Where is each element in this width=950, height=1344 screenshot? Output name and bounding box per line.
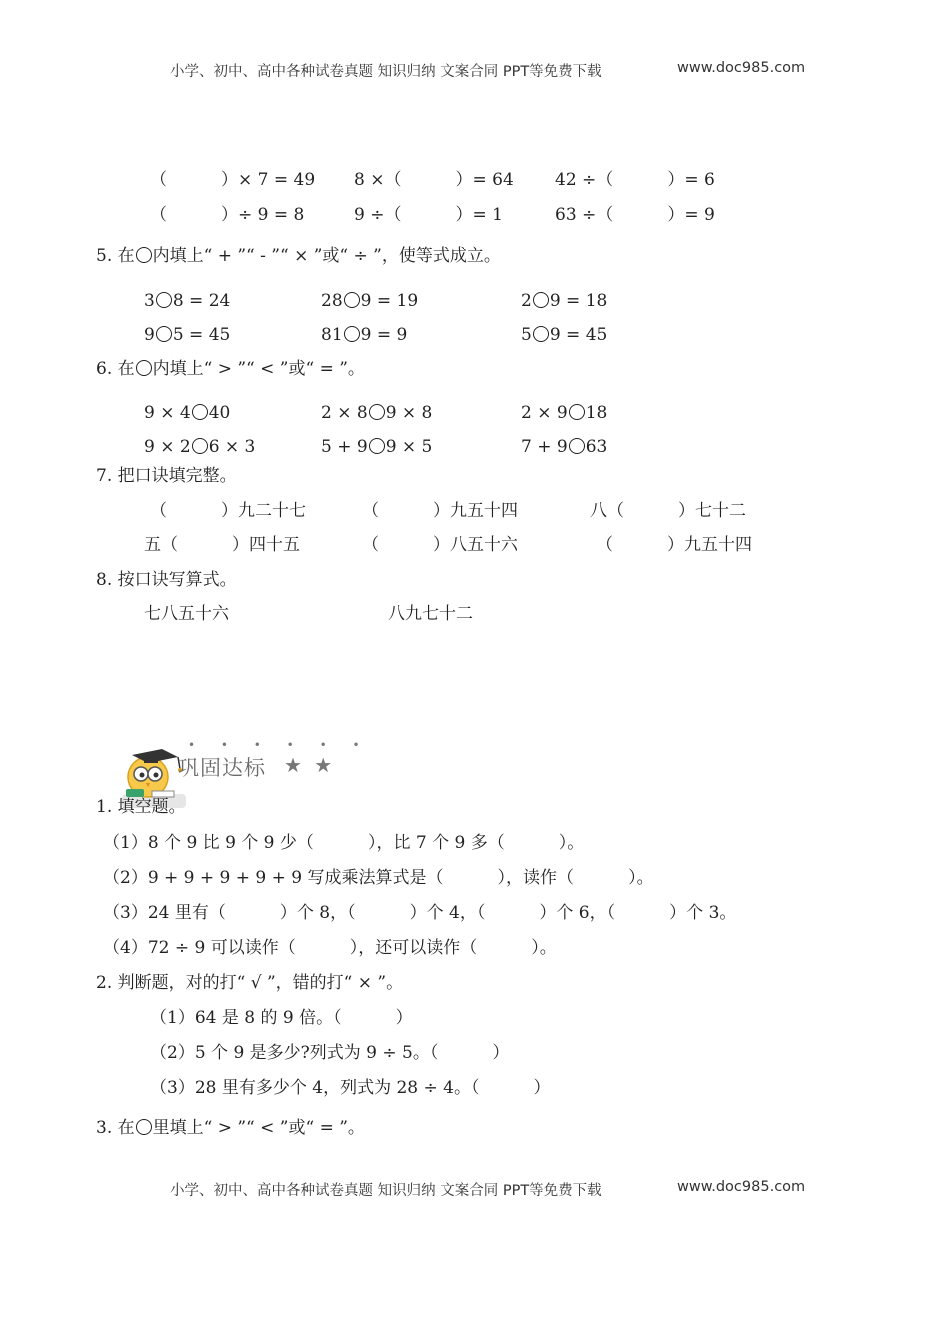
q6-item: 7 + 9 63 <box>521 437 608 457</box>
q6-item: 9 × 4 40 <box>144 403 231 423</box>
q6-item: 2 × 8 9 × 8 <box>321 403 433 423</box>
circle-icon <box>136 360 152 376</box>
header-url: www.doc985.com <box>677 60 806 76</box>
q5-item: 28 9 = 19 <box>321 291 419 311</box>
q7-item: 五（ ）四十五 <box>144 535 301 555</box>
footer-text: 小学、初中、高中各种试卷真题 知识归纳 文案合同 PPT等免费下载 <box>170 1183 602 1199</box>
q6-title: 6. 在 内填上“ > ”“ < ”或“ = ”。 <box>96 359 365 379</box>
eq-r1c3: 42 ÷（ ）= 6 <box>555 170 715 190</box>
q5-item: 2 9 = 18 <box>521 291 608 311</box>
q5-title: 5. 在 内填上“ + ”“ - ”“ × ”或“ ÷ ”，使等式成立。 <box>96 246 501 266</box>
circle-blank[interactable] <box>192 438 208 454</box>
q8-item: 八九七十二 <box>388 604 473 624</box>
q6-item: 5 + 9 9 × 5 <box>321 437 433 457</box>
s2-line: （2）5 个 9 是多少?列式为 9 ÷ 5。（ ） <box>150 1043 510 1063</box>
circle-blank[interactable] <box>533 326 549 342</box>
circle-blank[interactable] <box>369 438 385 454</box>
s2-line: （3）28 里有多少个 4，列式为 28 ÷ 4。（ ） <box>150 1078 551 1098</box>
s2-line: （1）64 是 8 的 9 倍。（ ） <box>150 1008 413 1028</box>
q8-title: 8. 按口诀写算式。 <box>96 570 237 590</box>
q7-item: （ ）九五十四 <box>596 535 753 555</box>
s1-line: （3）24 里有（ ）个 8，（ ）个 4，（ ）个 6，（ ）个 3。 <box>103 903 737 923</box>
q5-item: 5 9 = 45 <box>521 325 608 345</box>
s2-title: 2. 判断题，对的打“ √ ”，错的打“ × ”。 <box>96 973 404 993</box>
q5-item: 9 5 = 45 <box>144 325 231 345</box>
q6-item: 9 × 2 6 × 3 <box>144 437 256 457</box>
s1-title: 1. 填空题。 <box>96 797 186 817</box>
q5-item: 81 9 = 9 <box>321 325 408 345</box>
banner-stars: ★ ★ <box>284 753 336 777</box>
circle-blank[interactable] <box>344 326 360 342</box>
eq-r2c1: （ ）÷ 9 = 8 <box>150 205 305 225</box>
q6-item: 2 × 9 18 <box>521 403 608 423</box>
s1-line: （4）72 ÷ 9 可以读作（ ），还可以读作（ ）。 <box>103 938 557 958</box>
footer-url: www.doc985.com <box>677 1179 806 1195</box>
s1-line: （1）8 个 9 比 9 个 9 少（ ），比 7 个 9 多（ ）。 <box>103 833 585 853</box>
q7-title: 7. 把口诀填完整。 <box>96 466 237 486</box>
circle-blank[interactable] <box>344 292 360 308</box>
eq-r2c3: 63 ÷（ ）= 9 <box>555 205 715 225</box>
q7-item: （ ）八五十六 <box>362 535 519 555</box>
s3-title: 3. 在 里填上“ > ”“ < ”或“ = ”。 <box>96 1118 365 1138</box>
q7-item: （ ）九五十四 <box>362 501 519 521</box>
banner-dots: • • • • • • <box>188 738 371 752</box>
circle-icon <box>136 247 152 263</box>
circle-blank[interactable] <box>369 404 385 420</box>
s1-line: （2）9 + 9 + 9 + 9 + 9 写成乘法算式是（ ），读作（ ）。 <box>103 868 654 888</box>
q7-item: （ ）九二十七 <box>150 501 307 521</box>
eq-r1c2: 8 ×（ ）= 64 <box>354 170 514 190</box>
circle-blank[interactable] <box>156 326 172 342</box>
circle-blank[interactable] <box>192 404 208 420</box>
q8-item: 七八五十六 <box>144 604 229 624</box>
q7-item: 八（ ）七十二 <box>590 501 747 521</box>
circle-blank[interactable] <box>156 292 172 308</box>
circle-blank[interactable] <box>569 404 585 420</box>
eq-r1c1: （ ）× 7 = 49 <box>150 170 316 190</box>
header-text: 小学、初中、高中各种试卷真题 知识归纳 文案合同 PPT等免费下载 <box>170 64 602 80</box>
mascot-icon <box>108 720 180 792</box>
circle-blank[interactable] <box>533 292 549 308</box>
eq-r2c2: 9 ÷（ ）= 1 <box>354 205 503 225</box>
banner-title: 巩固达标 <box>178 756 266 780</box>
circle-blank[interactable] <box>569 438 585 454</box>
q5-item: 3 8 = 24 <box>144 291 231 311</box>
circle-icon <box>136 1119 152 1135</box>
